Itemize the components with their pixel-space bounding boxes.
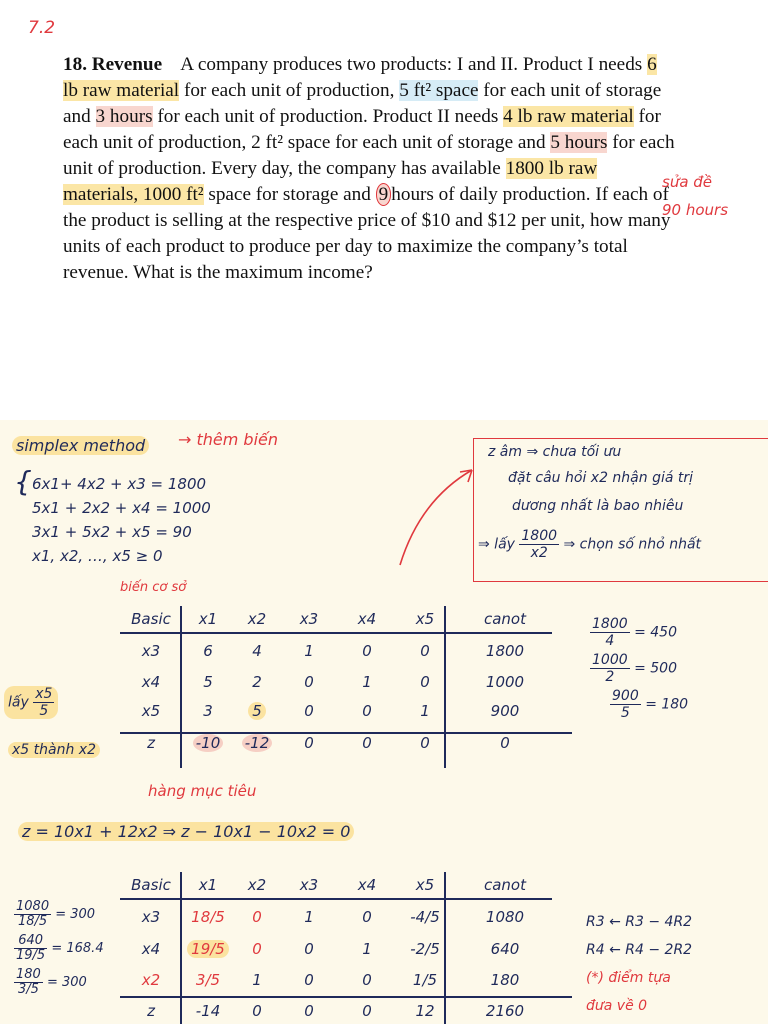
z-value: -12: [242, 734, 273, 752]
table-cell: 0: [304, 1002, 314, 1020]
add-variable-note: → thêm biến: [178, 430, 279, 449]
table-cell: 0: [420, 673, 430, 691]
table-cell: x3: [141, 908, 161, 926]
section-number: 7.2: [28, 18, 56, 38]
choose-text: lấy: [8, 694, 29, 711]
table-header-cell: Basic: [131, 876, 171, 894]
table-cell: 1: [420, 702, 430, 720]
table2-z-line: [120, 996, 572, 998]
ratio-frac: [14, 968, 43, 997]
ratio-num: 640: [14, 934, 47, 949]
table-cell: 1000: [485, 673, 525, 691]
highlight-raw-material-1: 6 lb raw material: [63, 54, 657, 101]
table-cell: x2: [141, 971, 161, 989]
table-row: [120, 696, 556, 726]
table-cell: 0: [304, 702, 314, 720]
table-cell: x5: [141, 702, 161, 720]
table-cell: 900: [490, 702, 520, 720]
problem-seg: A company produces two products: I and II. Product I needs: [180, 54, 648, 75]
table-header-cell: x4: [357, 876, 377, 894]
pivot-note: (*) điểm tựa: [586, 970, 671, 986]
ratio-result: = 180: [645, 696, 689, 713]
table-header-cell: x1: [198, 876, 218, 894]
box-line-4: [478, 528, 701, 561]
basic-variable-note: biến cơ sở: [120, 580, 187, 595]
ratio-item: [590, 652, 688, 688]
problem-seg: for each unit of production. Every day, the company has available: [63, 132, 675, 179]
objective-row-note: hàng mục tiêu: [148, 782, 257, 800]
side-correction-note: [662, 168, 762, 224]
table-header-cell: x1: [198, 610, 218, 628]
constraint-row: 5x1 + 2x2 + x4 = 1000: [32, 499, 211, 517]
choose-den: 5: [39, 703, 49, 719]
table-cell: x4: [141, 940, 161, 958]
table-header-row: [120, 604, 556, 634]
table-row-z: [120, 996, 556, 1026]
box-line-1: z âm ⇒ chưa tối ưu: [488, 444, 622, 460]
problem-seg: hours of daily production. If each of the product is selling at the respective price of $10 and $12 per unit, how many units of each product to produce per day to maximize the company’s total revenue. What is the maximum income?: [63, 184, 671, 283]
ratio-result: = 168.4: [51, 941, 104, 956]
table-cell: 2160: [485, 1002, 525, 1020]
ratio-result: = 300: [55, 907, 96, 922]
ratio-list-2: [14, 900, 104, 1002]
ratio-list-1: [590, 616, 688, 724]
table1-header-line: [120, 632, 552, 634]
z-value: -10: [193, 734, 224, 752]
ratio-frac: [590, 616, 630, 649]
ratio-frac: [590, 652, 630, 685]
table-header-cell: canot: [483, 876, 526, 894]
table1-canot-line: [444, 606, 446, 768]
table2-canot-line: [444, 872, 446, 1024]
side-note-line: sửa đề: [662, 173, 713, 191]
table-cell: 0: [362, 1002, 372, 1020]
highlight-space-1: 5 ft² space: [399, 80, 479, 101]
constraint-row: 6x1+ 4x2 + x3 = 1800: [32, 475, 207, 493]
problem-seg: for each unit of storage and: [63, 80, 662, 127]
ratio-den: 2: [605, 669, 615, 685]
table-cell: 0: [362, 734, 372, 752]
table-cell: 1: [362, 673, 372, 691]
highlight-hours-2: 5 hours: [550, 132, 608, 153]
ratio-num: 1000: [592, 652, 628, 668]
handwritten-notes: [0, 420, 768, 1024]
ratio-den: 5: [620, 705, 630, 721]
ratio-num: 900: [612, 688, 639, 704]
table-cell: 3/5: [195, 971, 221, 989]
table-row: [120, 964, 556, 996]
pivot-value: 19/5: [187, 940, 229, 958]
table-cell: 1800: [485, 642, 525, 660]
table-cell: 0: [362, 971, 372, 989]
table-cell: 0: [252, 908, 262, 926]
table-cell: 180: [490, 971, 520, 989]
choose-frac: [33, 686, 54, 719]
table-cell: 0: [304, 940, 314, 958]
highlight-raw-material-2: 4 lb raw material: [503, 106, 634, 127]
table-cell: 5: [203, 673, 213, 691]
highlight-hours-1: 3 hours: [95, 106, 153, 127]
ratio-item: [14, 900, 104, 934]
ratio-den: 19/5: [16, 948, 46, 963]
box-line-2: đặt câu hỏi x2 nhận giá trị: [508, 470, 694, 486]
table-cell: 0: [362, 908, 372, 926]
table-row: [120, 900, 556, 934]
ratio-item: [590, 688, 688, 724]
choose-x5-note: [4, 686, 58, 719]
table-cell: 0: [304, 734, 314, 752]
row-operations: [586, 908, 692, 1020]
table-cell: z: [147, 734, 155, 752]
pivot-cell: [234, 696, 280, 726]
constraint-row: x1, x2, …, x5 ≥ 0: [32, 547, 163, 565]
table-cell: 0: [252, 1002, 262, 1020]
table-cell: z: [147, 1002, 155, 1020]
ratio-frac: [14, 900, 51, 929]
ratio-num: 1800: [592, 616, 628, 632]
table-row: [120, 634, 556, 668]
table-row: [120, 668, 556, 696]
table-cell: 640: [490, 940, 520, 958]
table-cell: 1: [362, 940, 372, 958]
table-cell: 2: [252, 673, 262, 691]
table-cell: 3: [203, 702, 213, 720]
table-header-row: [120, 870, 556, 900]
box-text: ⇒ chọn số nhỏ nhất: [563, 536, 702, 553]
table-cell: 0: [500, 734, 510, 752]
table-cell: 12: [415, 1002, 435, 1020]
box-fraction: [519, 528, 559, 561]
box-frac-num: 1800: [521, 528, 558, 544]
table-header-cell: x5: [415, 610, 435, 628]
table-header-cell: canot: [483, 610, 526, 628]
table-header-cell: x2: [247, 876, 267, 894]
ratio-result: = 450: [634, 624, 677, 641]
table-cell: 0: [362, 642, 372, 660]
side-note-line: 90 hours: [662, 201, 729, 219]
simplex-method-label: simplex method: [12, 436, 149, 455]
objective-function: z = 10x1 + 12x2 ⇒ z − 10x1 − 10x2 = 0: [18, 822, 354, 841]
pivot-value: 5: [248, 702, 266, 720]
table-cell: -4/5: [410, 908, 440, 926]
choose-num: x5: [35, 686, 53, 702]
table-cell: 0: [304, 971, 314, 989]
ratio-result: = 500: [634, 660, 677, 677]
table-cell: 1: [252, 971, 262, 989]
constraint-system: [32, 472, 211, 568]
table-cell: 0: [362, 702, 372, 720]
table-cell: -14: [195, 1002, 221, 1020]
pivot-note: đưa về 0: [586, 998, 648, 1014]
table2-header-line: [120, 898, 552, 900]
table-header-cell: x3: [299, 610, 319, 628]
table-cell: 1: [304, 908, 314, 926]
highlight-availability: 1800 lb raw materials, 1000 ft²: [63, 158, 598, 205]
table-header-cell: x3: [299, 876, 319, 894]
table-row: [120, 934, 556, 964]
table-cell: 0: [420, 734, 430, 752]
ratio-result: = 300: [46, 975, 87, 990]
table-cell: -2/5: [410, 940, 440, 958]
ratio-item: [14, 934, 104, 968]
table-cell: 0: [304, 673, 314, 691]
ratio-frac: [610, 688, 641, 721]
problem-seg: space for storage and: [203, 184, 376, 205]
table-header-cell: x5: [415, 876, 435, 894]
problem-text: [63, 52, 675, 286]
problem-seg: for each unit of production,: [179, 80, 400, 101]
table-cell: x3: [141, 642, 161, 660]
table-cell: 1: [304, 642, 314, 660]
simplex-table-1: [120, 604, 556, 760]
problem-seg: for each unit of production, 2 ft² space for each unit of storage and: [63, 106, 661, 153]
ratio-num: 1080: [16, 899, 50, 914]
pivot-cell: [182, 934, 234, 964]
table-cell: 0: [420, 642, 430, 660]
table-cell: 4: [252, 642, 262, 660]
ratio-frac: [14, 934, 47, 963]
table1-z-line: [120, 732, 572, 734]
table2-basic-line: [180, 872, 182, 1024]
simplex-table-2: [120, 870, 556, 1026]
table1-basic-line: [180, 606, 182, 768]
box-line-3: dương nhất là bao nhiêu: [512, 498, 684, 514]
table-cell: 1/5: [412, 971, 438, 989]
table-header-cell: Basic: [131, 610, 171, 628]
arrow-to-box: [390, 460, 480, 570]
table-cell: 0: [252, 940, 262, 958]
problem-seg: for each unit of production. Product II needs: [152, 106, 504, 127]
ratio-item: [14, 968, 104, 1002]
table-cell: x4: [141, 673, 161, 691]
table-cell: 18/5: [191, 908, 225, 926]
row-op: R4 ← R4 − 2R2: [586, 942, 693, 958]
circled-nine: 9: [376, 183, 392, 206]
problem-page: [0, 0, 768, 420]
ratio-den: 4: [605, 633, 615, 649]
system-brace: {: [14, 465, 32, 498]
ratio-den: 18/5: [17, 914, 48, 929]
table-header-cell: x2: [247, 610, 267, 628]
box-text: ⇒ lấy: [478, 536, 515, 553]
ratio-item: [590, 616, 688, 652]
table-header-cell: x4: [357, 610, 377, 628]
problem-title: 18. Revenue: [63, 54, 163, 75]
add-variable-text: thêm biến: [196, 430, 279, 449]
ratio-num: 180: [16, 967, 41, 982]
box-frac-den: x2: [530, 545, 548, 561]
constraint-row: 3x1 + 5x2 + x5 = 90: [32, 523, 192, 541]
table-cell: 6: [203, 642, 213, 660]
row-op: R3 ← R3 − 4R2: [586, 914, 693, 930]
x5-to-x2-note: x5 thành x2: [8, 742, 100, 758]
table-cell: 1080: [485, 908, 525, 926]
ratio-den: 3/5: [17, 982, 39, 997]
